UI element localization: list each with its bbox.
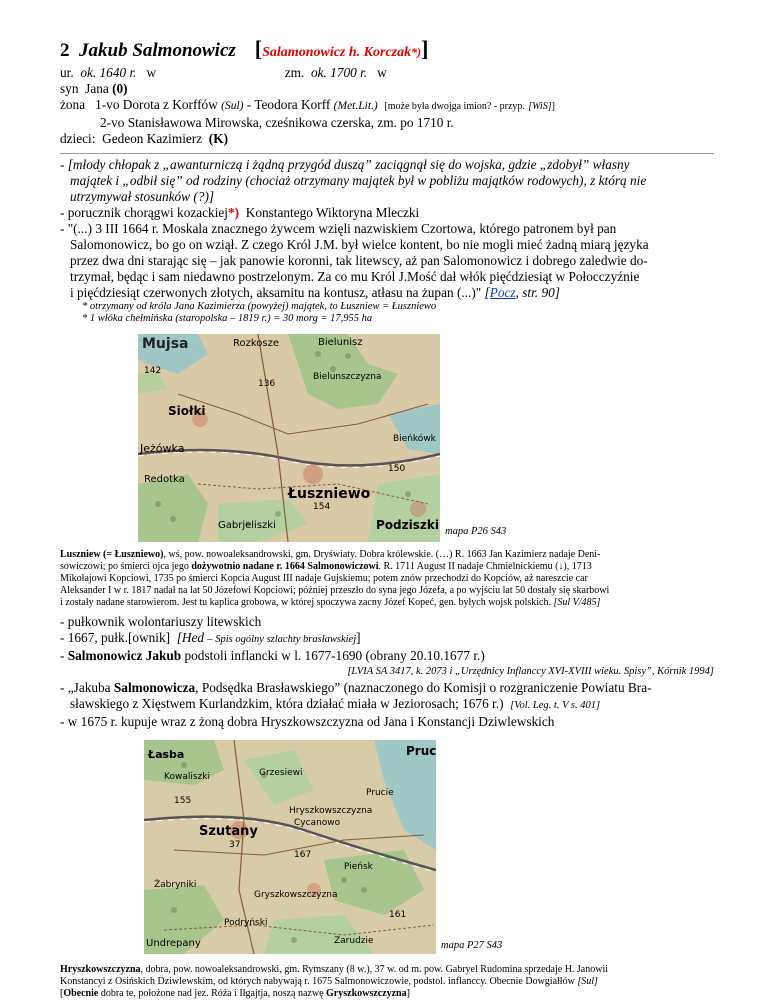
son-ref: (0) bbox=[112, 81, 128, 96]
quote-source-link[interactable]: Pocz bbox=[489, 285, 516, 300]
caption2-text-3a: [ bbox=[60, 988, 64, 999]
career-2-text: - 1667, pułk.[ownik] bbox=[60, 630, 171, 645]
quote-line-1: - "(...) 3 III 1664 r. Moskala znacznego żywcem wzięli nazwiskiem Czortowa, którego patronem był pan bbox=[60, 221, 617, 236]
map2-place-kowaliszki: Kowaliszki bbox=[164, 772, 210, 782]
wife-line-1 bbox=[60, 97, 720, 115]
map1-elev-4: 136 bbox=[258, 379, 276, 389]
map2-elev-2: 155 bbox=[174, 796, 192, 806]
porucznik-mark: *) bbox=[227, 205, 240, 220]
map2-place-cycanowo: Cycanowo bbox=[294, 818, 341, 828]
wife1-alt-name: - Teodora Korff bbox=[246, 97, 331, 112]
quote-src-open: [ bbox=[484, 285, 490, 300]
map2-place-pruc: Pruc bbox=[406, 744, 436, 758]
quote-line-4: trzymał, będąc i sam niedawno postrzelonym. Za co mu Król J.Mość dał włók pięćdziesiąt w Połocczyźnie bbox=[70, 269, 640, 284]
map2-place-lasba: Łasba bbox=[148, 748, 185, 761]
map2-elev-4: 167 bbox=[294, 850, 312, 860]
map2-place-grzesiewi: Grzesiewi bbox=[259, 768, 303, 778]
bio-intro-3: utrzymywał stosunków (?)] bbox=[70, 189, 215, 204]
caption1-source: [Sul V/485] bbox=[553, 597, 601, 608]
caption2-source: [Sul] bbox=[577, 976, 598, 987]
bio-intro-1: - [młody chłopak z „awanturniczą i żądną przygód duszą” zaciągnął się do wojska, gdzie „zdobył” własny bbox=[60, 157, 630, 172]
wife2-name: 2-vo Stanisławowa Mirowska, cześnikowa czerska, zm. po 1710 r. bbox=[100, 115, 454, 130]
caption2-text-3b: Obecnie bbox=[63, 988, 99, 999]
map1-elev-3: 154 bbox=[313, 502, 331, 512]
child-ref: (K) bbox=[208, 131, 228, 146]
wife-line-2 bbox=[60, 115, 720, 131]
map1-elev-2: 150 bbox=[388, 464, 406, 474]
footnote-1: * otrzymany od króla Jana Kazimierza (powyżej) majątek, to Łuszniew = Łuszniewo bbox=[82, 301, 437, 312]
birth-death-line bbox=[60, 65, 720, 81]
children-label: dzieci: bbox=[60, 131, 96, 146]
map-2-block bbox=[60, 740, 720, 954]
caption1-line-5 bbox=[60, 597, 720, 609]
porucznik-text: - porucznik chorągwi kozackiej bbox=[60, 205, 228, 220]
caption1-title: Luszniew (= Łuszniewo) bbox=[60, 549, 164, 560]
map1-place-luszniewo: Łuszniewo bbox=[288, 486, 371, 502]
born-label: ur. bbox=[60, 65, 74, 80]
quote-line-3: przez dwa dni starając się – jak panowie koronni, tak litewscy, aż pan Salomonowicz i dobrego zaledwie do- bbox=[70, 253, 648, 268]
wife1-source2: (Met.Lit.) bbox=[333, 100, 378, 112]
career-4 bbox=[60, 680, 720, 696]
career-4-a: - „Jakuba bbox=[60, 680, 114, 695]
career-5: - w 1675 r. kupuje wraz z żoną dobra Hryszkowszczyzna od Jana i Konstancji Dziwlewskich bbox=[60, 714, 555, 729]
caption1-line-1 bbox=[60, 549, 720, 561]
career-3 bbox=[60, 648, 720, 664]
alias-name: Salamonowicz h. Korczak bbox=[262, 45, 412, 60]
caption1-text-5: i zostały nadane starowierom. Jest tu kaplica grobowa, w której spoczywa zacny Józef Kopeć, gen. byłych wojsk polskich. bbox=[60, 597, 551, 608]
map2-place-podrynski: Podryński bbox=[224, 918, 268, 928]
person-number: 2 bbox=[60, 40, 70, 61]
career-2 bbox=[60, 630, 720, 648]
map1-elev-1: 142 bbox=[144, 366, 162, 376]
career-3-source: [LVIA SA 3417, k. 2073 i „Urzędnicy Inflanccy XVI-XVIII wieku. Spisy”, Kórnik 1994] bbox=[347, 666, 714, 677]
map2-place-zarudzie: Zarudzie bbox=[334, 936, 374, 946]
caption1-line-4: Aleksander I w r. 1817 nadał na lat 50 Józefowi Kopciowi; później przeszło do syna jego Józefa, a po wyjściu lat 50 dostały się skarbowi bbox=[60, 585, 610, 596]
footnote-2: * 1 włóka chełmińska (staropolska – 1819 r.) = 30 morg = 17,955 ha bbox=[82, 313, 373, 324]
children-line bbox=[60, 131, 720, 147]
wife-label: żona bbox=[60, 97, 86, 112]
career-3-text: podstoli inflancki w l. 1677-1690 (obrany 20.10.1677 r.) bbox=[181, 648, 485, 663]
quote-text-5: i pięćdziesiąt czerwonych złotych, aksamitu na kontusz, atłasu na żupan (...)" bbox=[70, 285, 482, 300]
caption1-text-2c: . R. 1711 August II nadaje Chmielnickiemu (↓), 1713 bbox=[378, 561, 592, 572]
map-1-image bbox=[138, 334, 440, 542]
caption1-text-2b: dożywotnio nadane r. 1664 Salmonowiczowi bbox=[191, 561, 379, 572]
wife1-note-source: [WiS] bbox=[528, 101, 552, 112]
died-place: w bbox=[377, 65, 387, 80]
map1-place-podziszki: Podziszki bbox=[376, 518, 439, 532]
career-4-c: , Podsędka Brasławskiego” (naznaczonego do Komisji o rozgraniczenie Powiatu Bra- bbox=[195, 680, 652, 695]
career-section bbox=[60, 614, 720, 730]
person-heading bbox=[60, 38, 720, 64]
map2-place-gryszkowszczyzna: Gryszkowszczyzna bbox=[254, 890, 338, 900]
map2-place-zabryniki: Żabryniki bbox=[154, 880, 197, 890]
career-3-name: Salmonowicz Jakub bbox=[67, 648, 182, 663]
caption2-text-2: Konstancyi z Osińskich Dziwlewskim, od których nabywają r. 1675 Salmonowiczowie, podstol. inflanccy. Obecnie Dowgiałłów bbox=[60, 976, 575, 987]
map1-place-redotka: Redotka bbox=[144, 474, 185, 485]
map-1-block bbox=[60, 334, 720, 542]
quote-line-5 bbox=[60, 285, 720, 301]
wife1-note-end: ] bbox=[551, 101, 555, 112]
child-name: Gedeon Kazimierz bbox=[102, 131, 203, 146]
map2-elev-3: 161 bbox=[389, 910, 407, 920]
son-line bbox=[60, 81, 720, 97]
map2-place-prucie: Prucie bbox=[366, 788, 394, 798]
caption2-text-1: , dobra, pow. nowoaleksandrowski, gm. Rymszany (8 w.), 37 w. od m. pow. Gabryel Rudomina sprzedaje H. Janowii bbox=[140, 964, 609, 975]
died-value: ok. 1700 r. bbox=[310, 65, 368, 80]
map1-place-mujsa: Mujsa bbox=[142, 336, 189, 352]
caption2-text-3e: ] bbox=[406, 988, 410, 999]
career-2-src: [Hed bbox=[176, 630, 205, 645]
bio-section bbox=[60, 157, 720, 325]
quote-src-rest: , str. 90] bbox=[515, 285, 560, 300]
map1-place-bienkowk: Bieńkówk bbox=[393, 434, 436, 444]
wife1-note: [może była dwojga imion? - przyp. bbox=[384, 101, 525, 112]
caption1-line-2 bbox=[60, 561, 720, 573]
caption2-line-1 bbox=[60, 964, 720, 976]
son-value: Jana bbox=[85, 81, 109, 96]
caption2-text-3c: dobra te, położone nad jez. Róża i Iłgajtja, noszą nazwę bbox=[98, 988, 327, 999]
map2-place-piensk: Pieńsk bbox=[344, 862, 373, 872]
map-2-label: mapa P27 S43 bbox=[441, 940, 503, 951]
map-1-caption bbox=[60, 549, 720, 609]
map2-place-undrepany: Undrepany bbox=[146, 938, 201, 949]
map1-place-jezowka: Jeżówka bbox=[140, 442, 185, 455]
career-2-src-end: ] bbox=[356, 630, 361, 645]
alias-mark: *) bbox=[411, 45, 422, 59]
wife1-source: (Sul) bbox=[221, 100, 244, 112]
career-3-dash: - bbox=[60, 648, 68, 663]
career-4-line-2 bbox=[60, 696, 720, 714]
bio-intro-2: majątek i „odbił się” od rodziny (chociaż otrzymany majątek był w pobliżu majątków rodowych), z którą nie bbox=[70, 173, 647, 188]
born-value: ok. 1640 r. bbox=[80, 65, 137, 80]
map-2-image bbox=[144, 740, 436, 954]
son-label: syn bbox=[60, 81, 79, 96]
caption2-title: Hryszkowszczyzna bbox=[60, 964, 141, 975]
career-4-name: Salmonowicza bbox=[113, 680, 196, 695]
bracket-close: ] bbox=[421, 36, 429, 61]
quote-line-2: Salomonowicz, bo go on wziął. Z czego Król J.M. był wielce kontent, bo nie mogli mieć żadną miarą języka bbox=[70, 237, 649, 252]
born-place: w bbox=[146, 65, 157, 80]
map1-place-siolki: Siołki bbox=[168, 404, 206, 418]
map-2-caption bbox=[60, 964, 720, 1000]
wife1-name: 1-vo Dorota z Korffów bbox=[95, 97, 218, 112]
map2-place-hryszkowszczyzna: Hryszkowszczyzna bbox=[289, 806, 373, 816]
caption2-line-3 bbox=[60, 988, 720, 1000]
map-1-label: mapa P26 S43 bbox=[445, 526, 507, 537]
career-4-source: [Vol. Leg. t. V s. 401] bbox=[510, 700, 601, 711]
map1-place-rozkosze: Rozkosze bbox=[233, 338, 280, 349]
map2-elev-1: 37 bbox=[229, 840, 241, 850]
caption2-text-3d: Gryszkowszczyzna bbox=[326, 988, 407, 999]
career-2-src-title: – Spis ogólny szlachty brasławskiej bbox=[207, 634, 357, 645]
person-name: Jakub Salmonowicz bbox=[79, 40, 236, 61]
career-1: - pułkownik wolontariuszy litewskich bbox=[60, 614, 262, 629]
document-page bbox=[60, 38, 720, 1000]
caption1-text-2a: sowiczowi; po śmierci ojca jego bbox=[60, 561, 192, 572]
divider bbox=[60, 153, 714, 154]
caption1-text-1: , wś, pow. nowoaleksandrowski, gm. Dryświaty. Dobra królewskie. (…) R. 1663 Jan Kazimierz nadaje Deni- bbox=[163, 549, 601, 560]
bracket-open: [ bbox=[254, 36, 263, 61]
career-4-d: sławskiego z Xięstwem Kurlandzkim, która działać miała w Jeziorosach; 1676 r.) bbox=[70, 696, 504, 711]
map1-place-bielunszczyzna: Bielunszczyzna bbox=[313, 372, 382, 382]
caption1-line-3: Mikołajowi Kopciowi, 1735 po śmierci Kopcia August III nadaje Gujskiemu; potem znów przechodzi do Kopciów, aż nareszcie car bbox=[60, 573, 588, 584]
porucznik-name: Konstantego Wiktoryna Mleczki bbox=[245, 205, 420, 220]
died-label: zm. bbox=[284, 65, 305, 80]
map1-place-gabrjeliszki: Gabrjeliszki bbox=[218, 520, 276, 531]
map1-place-bielunisz: Bielunisz bbox=[318, 337, 363, 348]
caption2-line-2 bbox=[60, 976, 720, 988]
map2-place-szutany: Szutany bbox=[199, 824, 258, 839]
porucznik-line bbox=[60, 205, 720, 221]
